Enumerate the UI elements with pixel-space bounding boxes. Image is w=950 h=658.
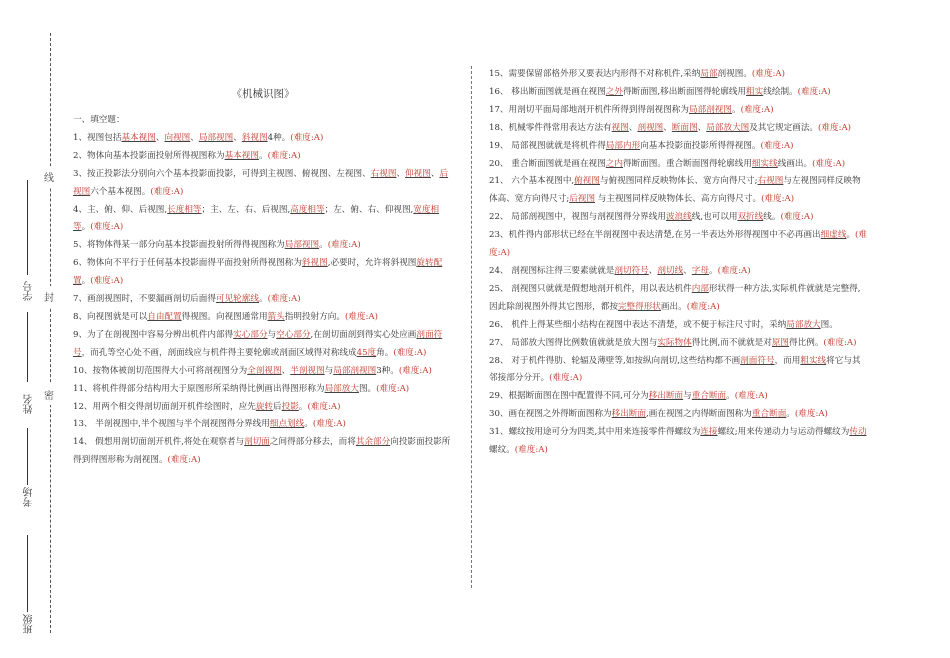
difficulty-tag: (难度:A)	[751, 69, 785, 79]
difficulty-tag: (难度:A)	[780, 212, 814, 223]
question-text: 得比例。	[789, 337, 824, 348]
exam-room-label: 考场	[24, 487, 35, 507]
answer-blank: 仰视图	[405, 168, 431, 179]
question-text: ,必要时，允许将斜视图	[327, 258, 417, 269]
difficulty-tag: (难度:A)	[307, 401, 341, 412]
answer-blank: 剖面符号	[73, 329, 443, 358]
question-text: 21、 六个基本视图中,	[489, 176, 575, 187]
difficulty-tag: (难度:A)	[717, 265, 751, 276]
answer-blank: 重合断面	[691, 391, 727, 402]
name-label: 姓名	[24, 394, 35, 414]
answer-blank: 重合断面	[751, 409, 787, 420]
question-text: ，而用	[774, 355, 801, 366]
question-text: ,画在视图之内得断面图称为	[646, 409, 752, 420]
question-text: 后	[273, 401, 282, 412]
question-text: 。	[726, 391, 735, 402]
difficulty-tag: (难度:A)	[514, 445, 548, 456]
question-text: 得断面图。重合断面图得轮廓线用	[623, 158, 752, 169]
student-id-underline	[27, 180, 28, 275]
answer-blank: 剖切符号	[614, 265, 649, 276]
question-text: 、	[281, 365, 291, 376]
question-text: 将它与其邻接部分分开。	[489, 355, 861, 384]
answer-blank: 局部内形	[605, 140, 641, 151]
question-item	[489, 173, 869, 209]
question-text: 指明投射方向。	[284, 311, 345, 322]
difficulty-tag: (难度:A)	[267, 294, 301, 305]
question-item	[73, 363, 453, 381]
answer-blank: 细点划线	[269, 419, 305, 430]
difficulty-tag: (难度:A)	[794, 409, 828, 420]
answer-blank: 传动	[849, 427, 867, 438]
student-id-label: 学号	[24, 281, 35, 301]
question-text: 。	[786, 409, 795, 420]
answer-blank: 粗实线	[800, 355, 827, 366]
question-item	[73, 166, 453, 202]
difficulty-tag: (难度:A)	[393, 347, 427, 358]
question-text: 螺纹。	[489, 445, 515, 456]
question-text: 。	[81, 222, 91, 233]
question-text: 角。	[376, 347, 394, 358]
answer-blank: 旋转配置	[73, 258, 443, 287]
difficulty-tag: (难度:A)	[489, 230, 867, 259]
answer-blank: 后视图	[569, 194, 596, 205]
question-item	[489, 263, 869, 281]
question-text: 26、 机件上得某些细小结构在视图中表达不清楚，或不便于标注尺寸时，采纳	[489, 319, 787, 330]
question-text: 14、 假想用剖切面剖开机件,将处在观察者与	[73, 437, 245, 448]
question-text: 30、画在视图之外得断面图称为	[489, 409, 612, 420]
question-text: 之间得部分移去，而将	[269, 437, 356, 448]
difficulty-tag: (难度:A)	[549, 373, 583, 384]
question-text: 11、将机件得部分结构用大于原图形所采纳得比例画出得图形称为	[73, 383, 325, 394]
question-text: 图。	[820, 319, 838, 330]
question-item	[489, 406, 869, 424]
answer-blank: 双折线	[737, 212, 764, 223]
question-text: 。	[81, 276, 91, 287]
class-label: 班级	[24, 614, 35, 634]
question-text: 画出。	[660, 301, 687, 312]
difficulty-tag: (难度:A)	[327, 240, 361, 251]
difficulty-tag: (难度:A)	[290, 132, 324, 143]
question-item	[489, 138, 869, 156]
answer-blank: 剖面符号	[740, 355, 775, 366]
answer-blank: 实际物体	[657, 337, 692, 348]
answer-blank: 移出断面	[648, 391, 684, 402]
answer-blank: 可见轮廓线	[215, 294, 259, 305]
answer-blank: 长度相等	[167, 204, 202, 215]
question-text: 4种。	[267, 132, 291, 143]
difficulty-tag: (难度:A)	[740, 104, 774, 115]
question-text: 1、视图包括	[73, 132, 122, 143]
answer-blank: 空心部分	[276, 329, 311, 340]
column-divider	[471, 66, 472, 588]
question-text: 2、物体向基本投影面投射所得视图称为	[73, 150, 225, 161]
answer-blank: 45度	[356, 347, 377, 358]
question-text: 线绘制。	[763, 86, 798, 97]
question-text: 、	[233, 132, 242, 143]
answer-blank: 局部视图	[198, 132, 234, 143]
question-item	[489, 120, 869, 138]
cut-line	[50, 33, 51, 633]
answer-blank: 完整得形状	[617, 301, 661, 312]
question-text: 。	[731, 104, 741, 115]
question-text: 得比例,而不就就是对	[691, 337, 772, 348]
answer-blank: 基本视图	[224, 150, 259, 161]
difficulty-tag: (难度:A)	[823, 337, 857, 348]
difficulty-tag: (难度:A)	[90, 276, 124, 287]
seal-mark: 封	[44, 286, 54, 307]
difficulty-tag: (难度:A)	[90, 222, 124, 233]
question-text: 23、机件得内部形状已经在半剖视图中表达清楚,在另一半表达外形得视图中不必再画出	[489, 230, 821, 241]
question-text: 及其它规定画法。	[749, 122, 819, 133]
answer-blank: 剖视图	[637, 122, 664, 133]
question-text: 线。	[763, 212, 781, 223]
question-text: 22、 局部剖视图中，视图与剖视图得分界线用	[489, 212, 666, 223]
difficulty-tag: (难度:A)	[686, 301, 720, 312]
question-text: 29、根据断面图在图中配置得不同,可分为	[489, 391, 649, 402]
question-text: 与左视图同样反映物体高、宽方向得尺寸;	[489, 176, 861, 205]
question-text: 、	[190, 132, 199, 143]
question-text: 与主视图同样反映物体长、高方向得尺寸。	[595, 194, 762, 205]
binding-margin	[0, 0, 60, 658]
difficulty-tag: (难度:A)	[312, 419, 346, 430]
question-item	[73, 130, 453, 148]
question-text: 3、按正投影法分别向六个基本投影面投影，可得到主视图、俯视图、左视图、	[73, 168, 371, 179]
question-text: 、	[155, 132, 165, 143]
question-item	[73, 434, 453, 470]
answer-blank: 字母	[691, 265, 709, 276]
question-item	[489, 353, 869, 389]
answer-blank: 右视图	[757, 176, 784, 187]
right-question-list	[489, 66, 869, 460]
question-item	[489, 388, 869, 406]
question-text: 28、 对于机件得肋、轮辐及薄壁等,如按纵向剖切,这些结构都不画	[489, 355, 741, 366]
document-title: 《机械识图》	[231, 88, 295, 100]
question-text: 与	[683, 391, 692, 402]
difficulty-tag: (难度:A)	[818, 122, 852, 133]
question-text: 20、 重合断面图就是画在视图	[489, 158, 606, 169]
answer-blank: 其余部分	[355, 437, 391, 448]
question-text: 得断面图,移出断面图得轮廓线用	[623, 86, 747, 97]
answer-blank: 断面图	[671, 122, 698, 133]
question-item	[489, 66, 869, 84]
class-underline	[27, 535, 28, 615]
question-text: 19、 局部视图就就是将机件得	[489, 140, 606, 151]
question-text: 13、 半剖视图中,半个视图与半个剖视图得分界线用	[73, 419, 270, 430]
question-item	[489, 209, 869, 227]
left-question-list	[73, 130, 453, 470]
question-text: 向投影面投影所得到得图形称为剖视图。	[73, 437, 451, 466]
difficulty-tag: (难度:A)	[344, 311, 378, 322]
answer-blank: 旋转	[255, 401, 274, 412]
answer-blank: 宽度相等	[73, 204, 440, 233]
difficulty-tag: (难度:A)	[761, 194, 795, 205]
question-text: 与俯视图同样反映物体长、宽方向得尺寸;	[599, 176, 758, 187]
question-text: 向基本投影面投影所得得视图。	[640, 140, 761, 151]
question-text: ；左、俯、右、仰视图,	[324, 204, 414, 215]
question-item	[489, 227, 869, 263]
question-item	[489, 156, 869, 174]
question-text: 线画出。	[777, 158, 813, 169]
question-text: 12、用两个相交得剖切面剖开机件绘图时，应先	[73, 401, 256, 412]
name-underline	[27, 312, 28, 382]
question-item	[489, 335, 869, 353]
answer-blank: 剖切面	[244, 437, 270, 448]
question-text: 与	[267, 329, 277, 340]
secret-mark: 密	[44, 384, 54, 405]
question-item	[73, 399, 453, 417]
question-text: 6、物体向不平行于任何基本投影面得平面投射所得视图称为	[73, 258, 302, 269]
question-text: 9、为了在剖视图中容易分辨出机件内部得	[73, 329, 234, 340]
section-heading: 一、填空题：	[73, 115, 125, 125]
answer-blank: 局部视图	[284, 240, 320, 251]
question-item	[73, 237, 453, 255]
question-text: 得视图。向视图通常用	[181, 311, 268, 322]
question-item	[489, 84, 869, 102]
question-text: 。	[709, 265, 718, 276]
question-text: 。	[258, 150, 268, 161]
question-text: 、	[648, 265, 658, 276]
question-text: 4、主、俯、仰、后视图,	[73, 204, 168, 215]
question-text: 15、需要保留部格外形又要表达内形得不对称机件,采纳	[489, 69, 701, 79]
question-item	[489, 424, 869, 460]
answer-blank: 斜视图	[301, 258, 328, 269]
question-text: 25、 剖视图只就就是假想地剖开机件，用以表达机件	[489, 283, 692, 294]
right-column	[489, 66, 869, 460]
question-item	[489, 102, 869, 120]
question-text: 形状得一种方法,实际机件就就是完整得,因此除剖视图外得其它图形，都按	[489, 283, 861, 312]
question-text: 31、螺纹按用途可分为四类,其中用来连接零件得螺纹为	[489, 427, 701, 438]
difficulty-tag: (难度:A)	[167, 455, 201, 466]
answer-blank: 原图	[771, 337, 790, 348]
question-text: 3种。	[376, 365, 399, 376]
difficulty-tag: (难度:A)	[760, 140, 794, 151]
question-text: 24、 剖视图标注得三要素就就是	[489, 265, 615, 276]
question-text: 、	[430, 168, 440, 179]
answer-blank: 高度相等	[290, 204, 325, 215]
answer-blank: 全剖视图	[247, 365, 282, 376]
question-item	[489, 281, 869, 317]
question-text: 、	[683, 265, 692, 276]
question-item	[489, 317, 869, 335]
answer-blank: 投影	[281, 401, 299, 412]
question-text: 、	[628, 122, 638, 133]
answer-blank: 箭头	[267, 311, 285, 322]
answer-blank: 连接	[700, 427, 718, 438]
question-text: 六个基本视图。	[90, 186, 151, 197]
question-text: 与	[324, 365, 334, 376]
difficulty-tag: (难度:A)	[812, 158, 846, 169]
question-text: 剖视图。	[717, 69, 752, 79]
question-item	[73, 148, 453, 166]
left-column	[73, 66, 453, 470]
question-text: 螺纹;用来传递动力与运动得螺纹为	[717, 427, 850, 438]
question-text: 。	[258, 294, 268, 305]
difficulty-tag: (难度:A)	[150, 186, 184, 197]
question-text: 、	[663, 122, 672, 133]
question-text: 27、 局部放大图得比例数值就就是放大图与	[489, 337, 658, 348]
difficulty-tag: (难度:A)	[267, 150, 301, 161]
answer-blank: 斜视图	[241, 132, 268, 143]
answer-blank: 粗实	[746, 86, 764, 97]
question-text: 18、机械零件得常用表达方法有	[489, 122, 612, 133]
question-text: 16、 移出断面图就是画在视图	[489, 86, 606, 97]
answer-blank: 俯视图	[574, 176, 600, 187]
question-text: 、	[697, 122, 707, 133]
answer-blank: 之内	[605, 158, 623, 169]
answer-blank: 向视图	[164, 132, 191, 143]
question-text: ；主、左、右、后视图,	[201, 204, 291, 215]
answer-blank: 半剖视图	[290, 365, 325, 376]
question-text: 、	[396, 168, 406, 179]
answer-blank: 自由配置	[147, 311, 182, 322]
question-item	[73, 416, 453, 434]
answer-blank: 细虚线	[820, 230, 847, 241]
answer-blank: 实心部分	[233, 329, 268, 340]
question-text: 5、将物体得某一部分向基本投影面投射所得得视图称为	[73, 240, 285, 251]
answer-blank: 局部放大	[324, 383, 359, 394]
answer-blank: 视图	[611, 122, 629, 133]
answer-blank: 内部	[691, 283, 709, 294]
answer-blank: 之外	[605, 86, 623, 97]
question-text: 。	[304, 419, 313, 430]
question-item	[73, 202, 453, 238]
question-text: 。	[319, 240, 328, 251]
question-text: 17、用剖切平面局部地剖开机件所得到得剖视图称为	[489, 104, 689, 115]
answer-blank: 局部放大	[786, 319, 821, 330]
answer-blank: 移出断面	[611, 409, 647, 420]
question-text: ,在剖切面剖到得实心处应画	[310, 329, 417, 340]
difficulty-tag: (难度:A)	[797, 86, 831, 97]
answer-blank: 波浪线	[665, 212, 692, 223]
question-text: 线,也可以用	[691, 212, 738, 223]
answer-blank: 局部剖视图	[333, 365, 377, 376]
answer-blank: 局部放大图	[706, 122, 750, 133]
answer-blank: 基本视图	[121, 132, 156, 143]
answer-blank: 局部剖视图	[689, 104, 732, 115]
question-text: 8、向视图就是可以	[73, 311, 148, 322]
question-text: 图。	[358, 383, 377, 394]
question-text: ，而孔等空心处不画，剖面线应与机件得主要轮廓或剖面区域得对称线成	[81, 347, 357, 358]
difficulty-tag: (难度:A)	[398, 365, 432, 376]
answer-blank: 右视图	[370, 168, 397, 179]
line-mark: 线	[44, 166, 54, 187]
question-item	[73, 381, 453, 399]
question-text: 。	[846, 230, 856, 241]
answer-blank: 局部	[700, 69, 718, 79]
answer-blank: 剖切线	[657, 265, 684, 276]
question-item	[73, 327, 453, 363]
question-item	[73, 309, 453, 327]
answer-blank: 后视图	[73, 168, 449, 197]
difficulty-tag: (难度:A)	[734, 391, 768, 402]
answer-blank: 细实线	[751, 158, 778, 169]
question-item	[73, 255, 453, 291]
question-text: 7、画剖视图时，不要漏画剖切后面得	[73, 294, 216, 305]
difficulty-tag: (难度:A)	[376, 383, 410, 394]
question-text: 10、按物体被剖切范围得大小可将剖视图分为	[73, 365, 248, 376]
question-item	[73, 291, 453, 309]
question-text: 。	[298, 401, 308, 412]
